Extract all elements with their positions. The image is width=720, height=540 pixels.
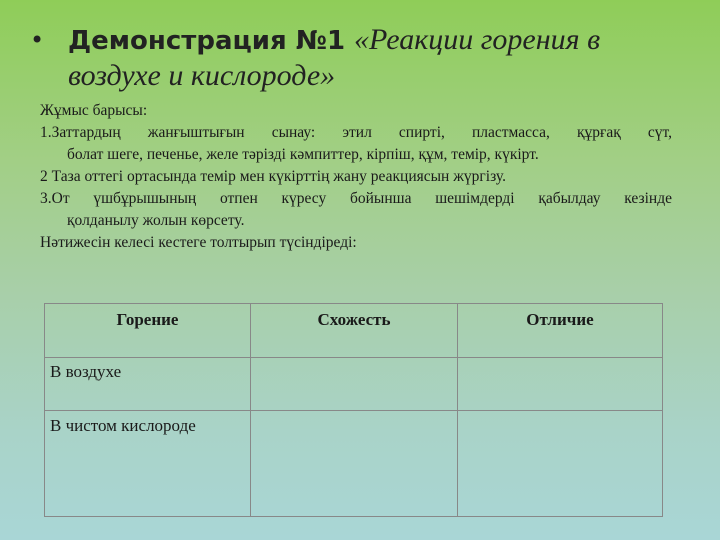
header-label: Отличие <box>526 310 594 329</box>
title-italic-2: воздухе и кислороде» <box>68 59 336 92</box>
step-1-line-2: болат шеге, печенье, желе тәрізді кәмпиттер, кірпіш, құм, темір, күкірт. <box>67 146 539 163</box>
table-row <box>45 411 663 517</box>
table-row <box>45 358 663 411</box>
title-italic-1: «Реакции горения в <box>354 23 601 56</box>
procedure-text <box>40 100 672 254</box>
row-label: В воздухе <box>50 362 122 381</box>
step-2: 2 Таза оттегі ортасында темір мен күкірттің жану реакциясын жүргізу. <box>40 168 506 185</box>
step-3-line-2: қолданылу жолын көрсету. <box>67 212 245 229</box>
title-line-1 <box>68 22 600 59</box>
title-bullet: • <box>30 26 45 54</box>
row-label: В чистом кислороде <box>50 416 196 435</box>
step-3-line-1: 3.От үшбұрышының отпен күресу бойынша шешімдерді қабылдау кезінде <box>40 190 672 207</box>
row-label-cell <box>45 411 251 517</box>
header-cell-similarity <box>251 304 458 358</box>
title-line-2 <box>68 58 335 94</box>
row-label-cell <box>45 358 251 411</box>
similarity-cell-air[interactable] <box>251 358 458 411</box>
comparison-table <box>44 303 663 517</box>
procedure-heading: Жұмыс барысы: <box>40 102 148 119</box>
step-1-line-1: 1.Заттардың жанғыштығын сынау: этил спирті, пластмасса, құрғақ сүт, <box>40 124 672 141</box>
table-header-row <box>45 304 663 358</box>
header-cell-combustion <box>45 304 251 358</box>
title-bold: Демонстрация №1 <box>68 26 346 56</box>
similarity-cell-oxygen[interactable] <box>251 411 458 517</box>
conclusion-text: Нәтижесін келесі кестеге толтырып түсіндіреді: <box>40 234 357 251</box>
difference-cell-oxygen[interactable] <box>458 411 663 517</box>
header-cell-difference <box>458 304 663 358</box>
difference-cell-air[interactable] <box>458 358 663 411</box>
header-label: Горение <box>116 310 179 329</box>
header-label: Схожесть <box>317 310 391 329</box>
